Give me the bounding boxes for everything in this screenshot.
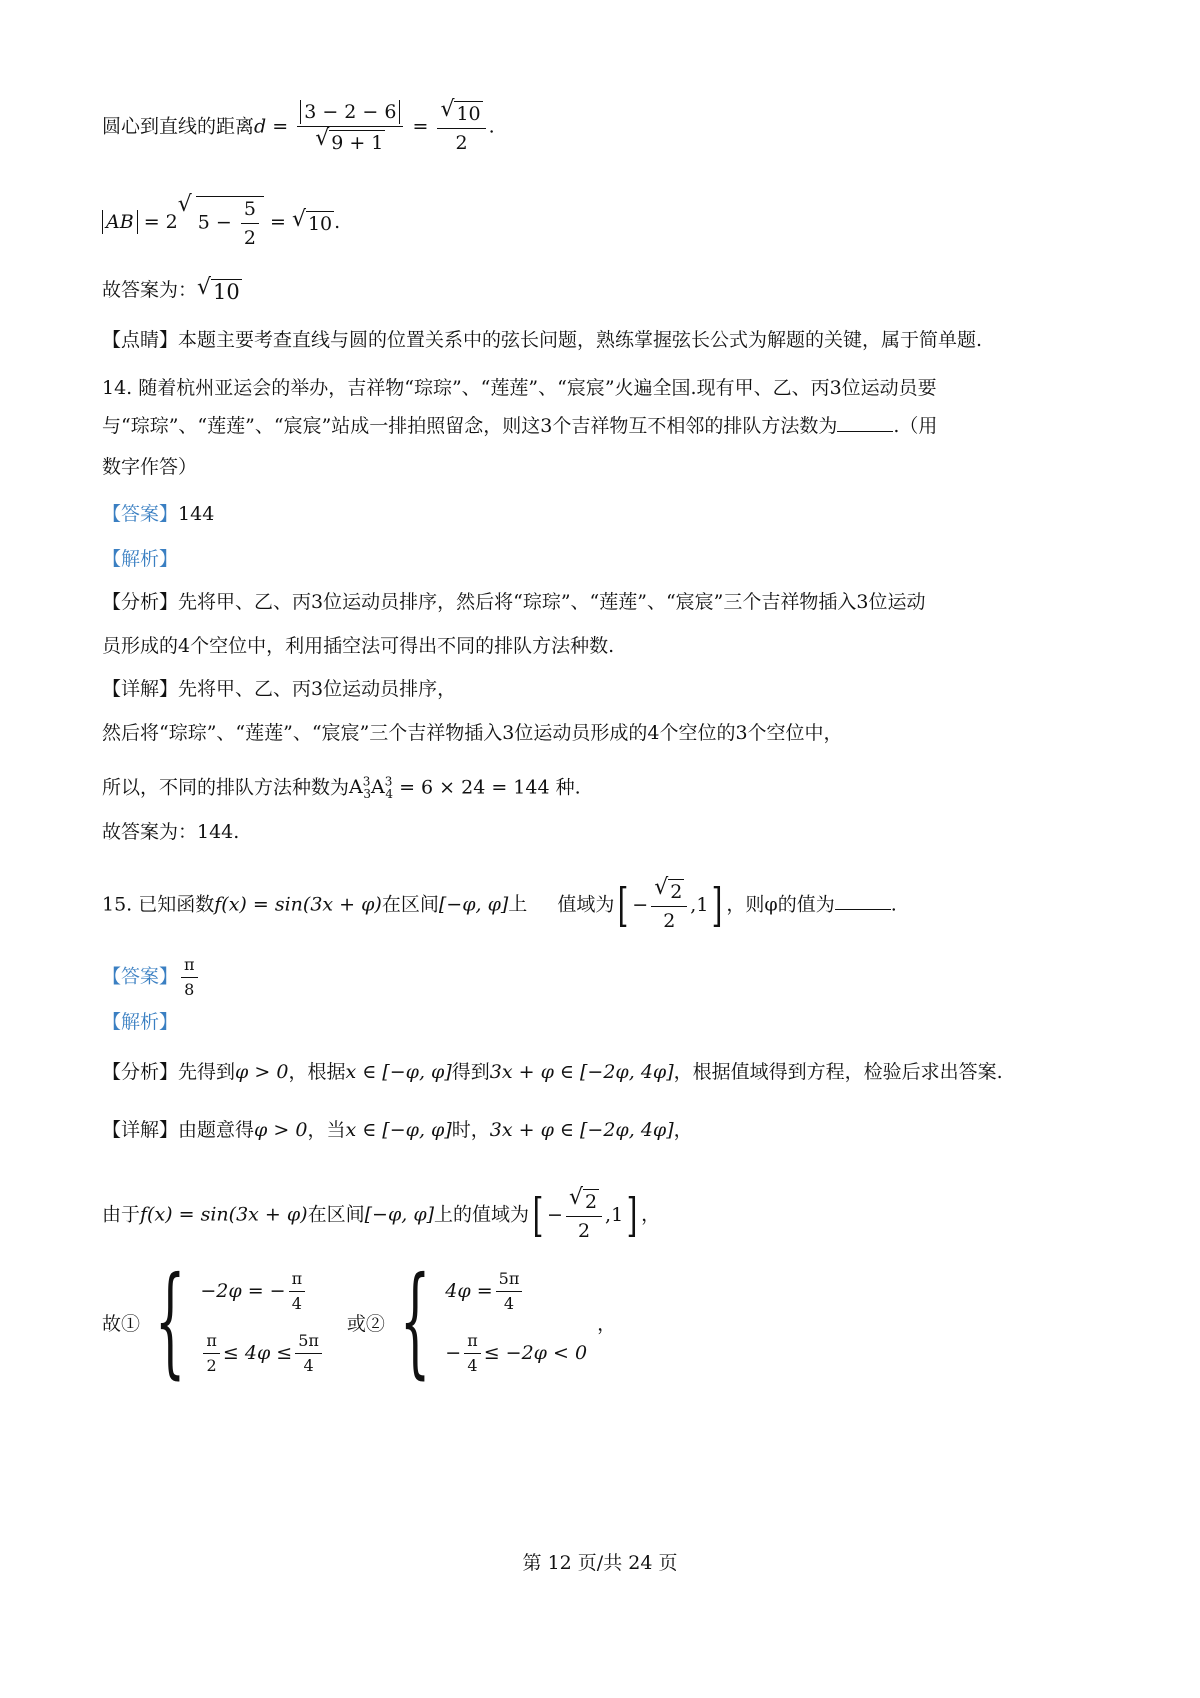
text: 所以，不同的排队方法种数为	[102, 776, 350, 799]
text: = 2	[137, 211, 178, 233]
text: ，则φ的值为	[726, 893, 835, 916]
eq: =	[263, 211, 292, 233]
text: ，根据	[288, 1061, 346, 1083]
tag: 【详解】	[102, 678, 179, 700]
q14-fenxi1	[102, 588, 925, 616]
function: f(x) = sin(3x + φ)	[140, 1203, 308, 1226]
arrangement-notation: $A^3_3A^3_4$	[349, 775, 394, 802]
text: .（用	[893, 415, 938, 437]
tag: 【详解】	[102, 1119, 179, 1141]
math: x ∈ [−φ, φ]	[345, 1061, 452, 1083]
q14-line1: 14. 随着杭州亚运会的举办，吉祥物“琮琮”、“莲莲”、“宸宸”火遍全国.现有甲、乙、丙3位运动员要	[102, 377, 937, 399]
num: 5	[241, 197, 259, 224]
text: 由题意得	[178, 1119, 255, 1141]
text: 得到	[451, 1061, 490, 1083]
sqrt-radicand	[196, 196, 264, 250]
text: ，根据值域得到方程，检验后求出答案.	[673, 1061, 1003, 1083]
text: ，	[641, 1203, 661, 1226]
den: 2	[455, 131, 468, 154]
q14-fenxi2: 员形成的4个空位中，利用插空法可得出不同的排队方法种数.	[102, 635, 615, 657]
sqrt-radicand: 10	[456, 102, 481, 125]
q14-line3: 数字作答）	[102, 456, 198, 478]
answer-value: 144	[178, 503, 215, 525]
q14-answer	[102, 500, 214, 528]
text: 先将甲、乙、丙3位运动员排序，	[178, 678, 457, 700]
text: = 6 × 24 = 144 种.	[393, 776, 581, 799]
tag: 【答案】	[102, 965, 179, 988]
q13-dianjing	[102, 326, 982, 354]
sqrt-radicand: 10	[307, 212, 333, 235]
abs-value: 3 − 2 − 6	[300, 100, 400, 124]
q13-answer	[102, 276, 242, 304]
system-two: 4φ = $\frac{5\pi}{4}$ − $\frac{\pi}{4}$ ≤ −2φ < 0	[445, 1268, 588, 1375]
var-d: d	[254, 115, 267, 138]
text: 与“琮琮”、“莲莲”、“宸宸”站成一排拍照留念，则这3个吉祥物互不相邻的排队方法数为	[102, 415, 838, 437]
distance-line	[102, 100, 495, 155]
q14-line2	[102, 412, 937, 440]
math: 3x + φ ∈ [−2φ, 4φ]	[489, 1061, 674, 1083]
sqrt-radicand: 10	[213, 279, 240, 304]
tag: 【分析】	[102, 1061, 179, 1083]
case-systems	[102, 1252, 617, 1391]
tag: 【答案】	[102, 503, 179, 525]
q15-jiexi: 【解析】	[102, 1011, 179, 1033]
text: 值域为	[557, 893, 615, 916]
brace: {	[154, 1252, 186, 1391]
distance-fraction	[297, 100, 403, 155]
chord-line	[102, 196, 340, 250]
function: f(x) = sin(3x + φ)	[214, 893, 382, 916]
range-interval: [ − √ $\frac{2}{2}$ ,1 ]	[614, 878, 726, 933]
sqrt-radicand: 9 + 1	[331, 131, 384, 154]
num: π	[181, 955, 198, 978]
text: 时，	[451, 1119, 490, 1141]
text: 由于	[102, 1203, 141, 1226]
answer-blank	[837, 415, 893, 432]
text: 上	[508, 893, 528, 916]
text: 本题主要考查直线与圆的位置关系中的弦长问题，熟练掌握弦长公式为解题的关键，属于简单题.	[178, 329, 983, 351]
result-fraction	[437, 100, 485, 155]
text: 在区间	[381, 893, 439, 916]
q15-line2	[102, 1188, 660, 1243]
five-halves	[241, 197, 259, 250]
tag: 【分析】	[102, 591, 179, 613]
math: 3x + φ ∈ [−2φ, 4φ]	[489, 1119, 674, 1141]
ab-abs: AB	[102, 210, 138, 234]
q14-xiangjie2: 然后将“琮琮”、“莲莲”、“宸宸”三个吉祥物插入3位运动员形成的4个空位的3个空位中，	[102, 722, 843, 744]
q14-xiangjie1	[102, 675, 456, 703]
text: 在区间	[307, 1203, 365, 1226]
text: .	[890, 893, 897, 916]
case-one-label: 故①	[102, 1312, 141, 1335]
text: 5 −	[197, 211, 238, 234]
q15-answer	[102, 955, 201, 1000]
text: 上的值域为	[434, 1203, 530, 1226]
interval: [−φ, φ]	[438, 893, 509, 916]
text: 圆心到直线的距离	[102, 115, 255, 138]
eq: =	[406, 115, 435, 138]
interval: [−φ, φ]	[364, 1203, 435, 1226]
text: ，	[673, 1119, 693, 1141]
q15-fenxi	[102, 1058, 1003, 1086]
system-one: −2φ = − $\frac{\pi}{4}$ $\frac{\pi}{2}$ ≤ 4φ ≤ $\frac{5\pi}{4}$	[200, 1263, 325, 1381]
answer-blank	[835, 893, 891, 910]
math: φ > 0	[254, 1119, 308, 1141]
q14-xiangjie3	[102, 768, 581, 808]
page-footer: 第 12 页/共 24 页	[522, 1552, 678, 1574]
q14-jiexi: 【解析】	[102, 548, 179, 570]
text: 先将甲、乙、丙3位运动员排序，然后将“琮琮”、“莲莲”、“宸宸”三个吉祥物插入3位运动	[178, 591, 926, 613]
comma: ，	[597, 1312, 617, 1335]
text: 故答案为：	[102, 279, 198, 301]
eq: =	[266, 115, 295, 138]
case-two-label: 或②	[346, 1312, 385, 1335]
q15-line1	[102, 878, 897, 933]
den: 2	[243, 227, 256, 249]
text: 15. 已知函数	[102, 893, 215, 916]
text: 先得到	[178, 1061, 236, 1083]
tag: 【点睛】	[102, 329, 179, 351]
period: .	[488, 115, 495, 138]
range-interval: [ − √ $\frac{2}{2}$ ,1 ]	[529, 1188, 641, 1243]
math: x ∈ [−φ, φ]	[345, 1119, 452, 1141]
den: 8	[184, 980, 195, 999]
answer-fraction	[181, 955, 198, 1000]
q15-xiangjie	[102, 1116, 693, 1144]
period: .	[334, 211, 341, 233]
brace: {	[399, 1252, 431, 1391]
q14-final: 故答案为：144.	[102, 821, 240, 843]
text: ，当	[307, 1119, 346, 1141]
math: φ > 0	[235, 1061, 289, 1083]
